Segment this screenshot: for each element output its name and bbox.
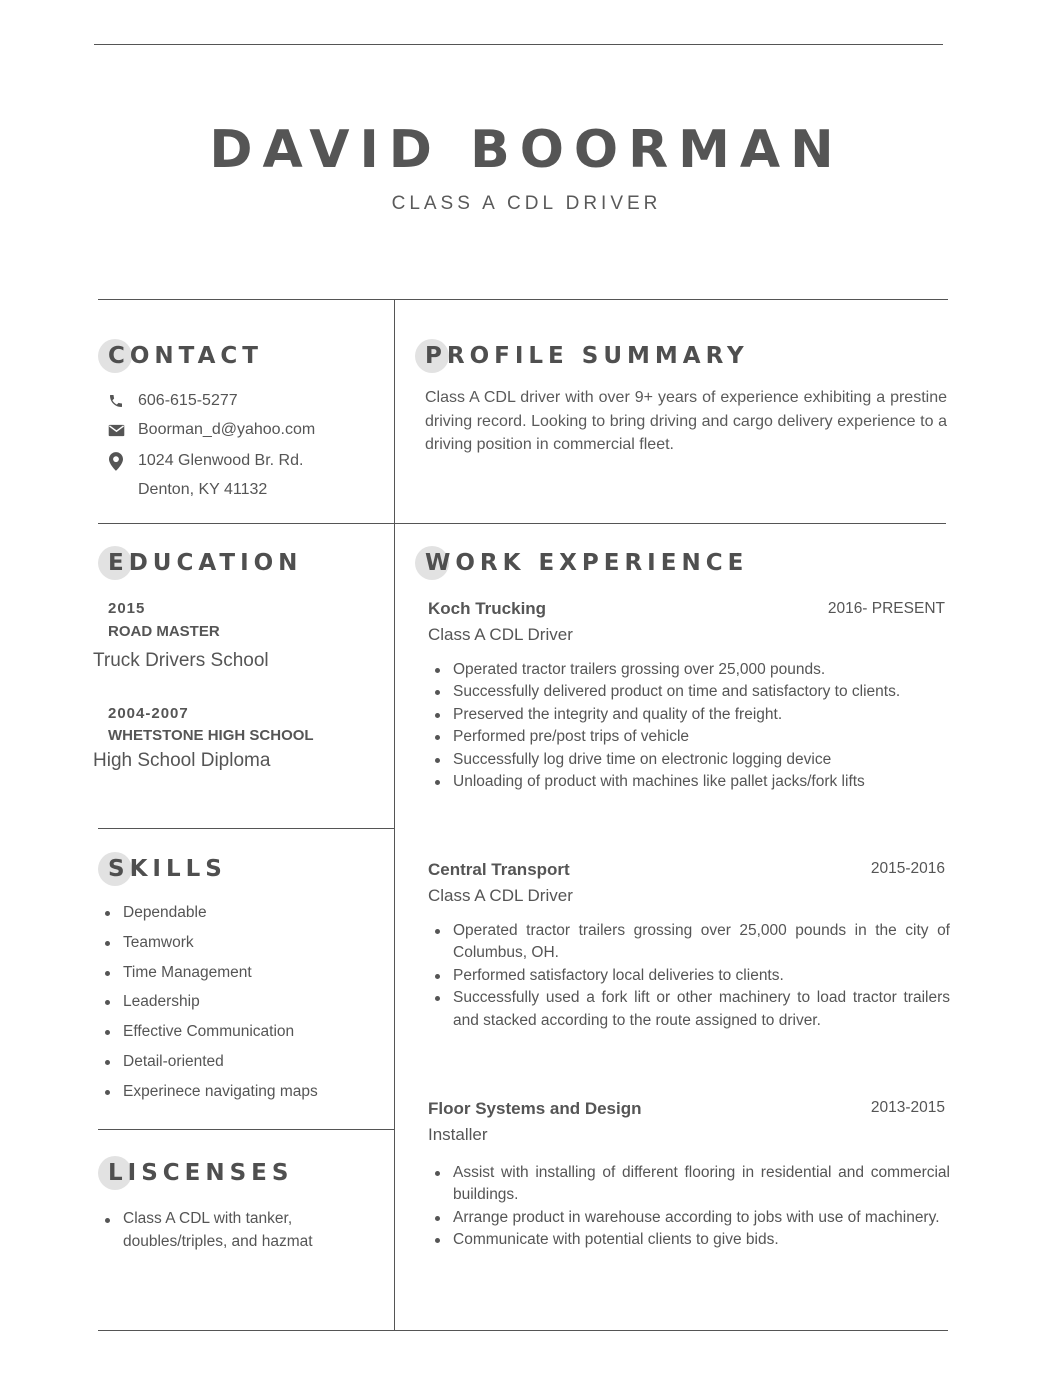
contact-phone — [106, 389, 238, 413]
mail-icon — [106, 420, 126, 440]
job-duty: Operated tractor trailers grossing over 25,000 pounds in the city of Columbus, OH. — [430, 920, 950, 965]
education-year: 2004-2007 — [108, 705, 189, 722]
contact-email — [106, 418, 315, 442]
job-duty: Communicate with potential clients to give bids. — [430, 1229, 950, 1251]
left-rule-licenses — [98, 1129, 394, 1130]
map-pin-icon — [106, 451, 126, 471]
job-duty: Operated tractor trailers grossing over 25,000 pounds. — [430, 659, 950, 681]
skills-list — [100, 901, 380, 1110]
contact-address-line2 — [106, 478, 267, 502]
skill-item: Detail-oriented — [100, 1050, 380, 1080]
candidate-name: DAVID BOORMAN — [209, 120, 844, 180]
skill-item: Time Management — [100, 961, 380, 991]
job-dates: 2015-2016 — [870, 860, 945, 877]
profile-heading-text: PROFILE SUMMARY — [425, 343, 749, 369]
education-degree: Truck Drivers School — [93, 650, 269, 671]
job-duties — [430, 1162, 950, 1252]
address-indent — [106, 480, 126, 500]
job-duty: Successfully used a fork lift or other machinery to load tractor trailers and stacked according to the route assigned to driver. — [430, 987, 950, 1032]
license-item: Class A CDL with tanker, doubles/triples, and hazmat — [100, 1208, 380, 1253]
job-company: Koch Trucking — [428, 599, 547, 618]
job-duty: Arrange product in warehouse according to jobs with use of machinery. — [430, 1207, 950, 1229]
job-duty: Successfully delivered product on time and satisfactory to clients. — [430, 681, 950, 703]
phone-icon — [106, 391, 126, 411]
job-duty: Preserved the integrity and quality of the freight. — [430, 704, 950, 726]
skills-heading-text: SKILLS — [108, 856, 227, 882]
address-line-2: Denton, KY 41132 — [138, 481, 268, 498]
email-address: Boorman_d@yahoo.com — [138, 421, 316, 438]
top-rule — [94, 44, 943, 45]
phone-number: 606-615-5277 — [138, 392, 238, 409]
contact-heading-text: CONTACT — [108, 343, 263, 369]
job-company: Floor Systems and Design — [428, 1099, 642, 1118]
candidate-title: CLASS A CDL DRIVER — [391, 193, 662, 214]
education-year: 2015 — [108, 600, 146, 617]
job-duty: Assist with installing of different flooring in residential and commercial buildings. — [430, 1162, 950, 1207]
job-duty: Performed pre/post trips of vehicle — [430, 726, 950, 748]
job-duties — [430, 659, 950, 793]
education-degree: High School Diploma — [93, 750, 271, 771]
profile-summary-text: Class A CDL driver with over 9+ years of experience exhibiting a prestine driving record. Looking to bring driving and cargo delivery experience to a driving position in commercial fleet. — [425, 389, 947, 453]
education-school: ROAD MASTER — [108, 623, 220, 640]
address-line-1: 1024 Glenwood Br. Rd. — [138, 452, 304, 469]
job-duty: Successfully log drive time on electronic logging device — [430, 749, 950, 771]
skill-item: Dependable — [100, 901, 380, 931]
licenses-heading-text: LISCENSES — [108, 1160, 294, 1186]
column-divider — [394, 299, 395, 1331]
education-heading-text: EDUCATION — [108, 550, 303, 576]
job-dates: 2013-2015 — [870, 1099, 945, 1116]
skill-item: Leadership — [100, 990, 380, 1020]
skill-item: Experinece navigating maps — [100, 1080, 380, 1110]
grid-rule-top — [98, 299, 948, 300]
education-school: WHETSTONE HIGH SCHOOL — [108, 727, 314, 744]
licenses-list — [100, 1208, 380, 1253]
job-dates: 2016- PRESENT — [827, 600, 945, 617]
job-duty: Performed satisfactory local deliveries to clients. — [430, 965, 950, 987]
job-company: Central Transport — [428, 860, 570, 879]
contact-address-line1 — [106, 449, 303, 473]
work-heading-text: WORK EXPERIENCE — [425, 550, 749, 576]
job-role: Installer — [428, 1125, 488, 1144]
skill-item: Teamwork — [100, 931, 380, 961]
skill-item: Effective Communication — [100, 1020, 380, 1050]
job-duties — [430, 920, 950, 1032]
job-role: Class A CDL Driver — [428, 886, 573, 905]
job-duty: Unloading of product with machines like pallet jacks/fork lifts — [430, 771, 950, 793]
grid-rule-mid — [98, 523, 946, 524]
left-rule-skills — [98, 828, 394, 829]
grid-rule-bottom — [98, 1330, 948, 1331]
job-role: Class A CDL Driver — [428, 625, 573, 644]
